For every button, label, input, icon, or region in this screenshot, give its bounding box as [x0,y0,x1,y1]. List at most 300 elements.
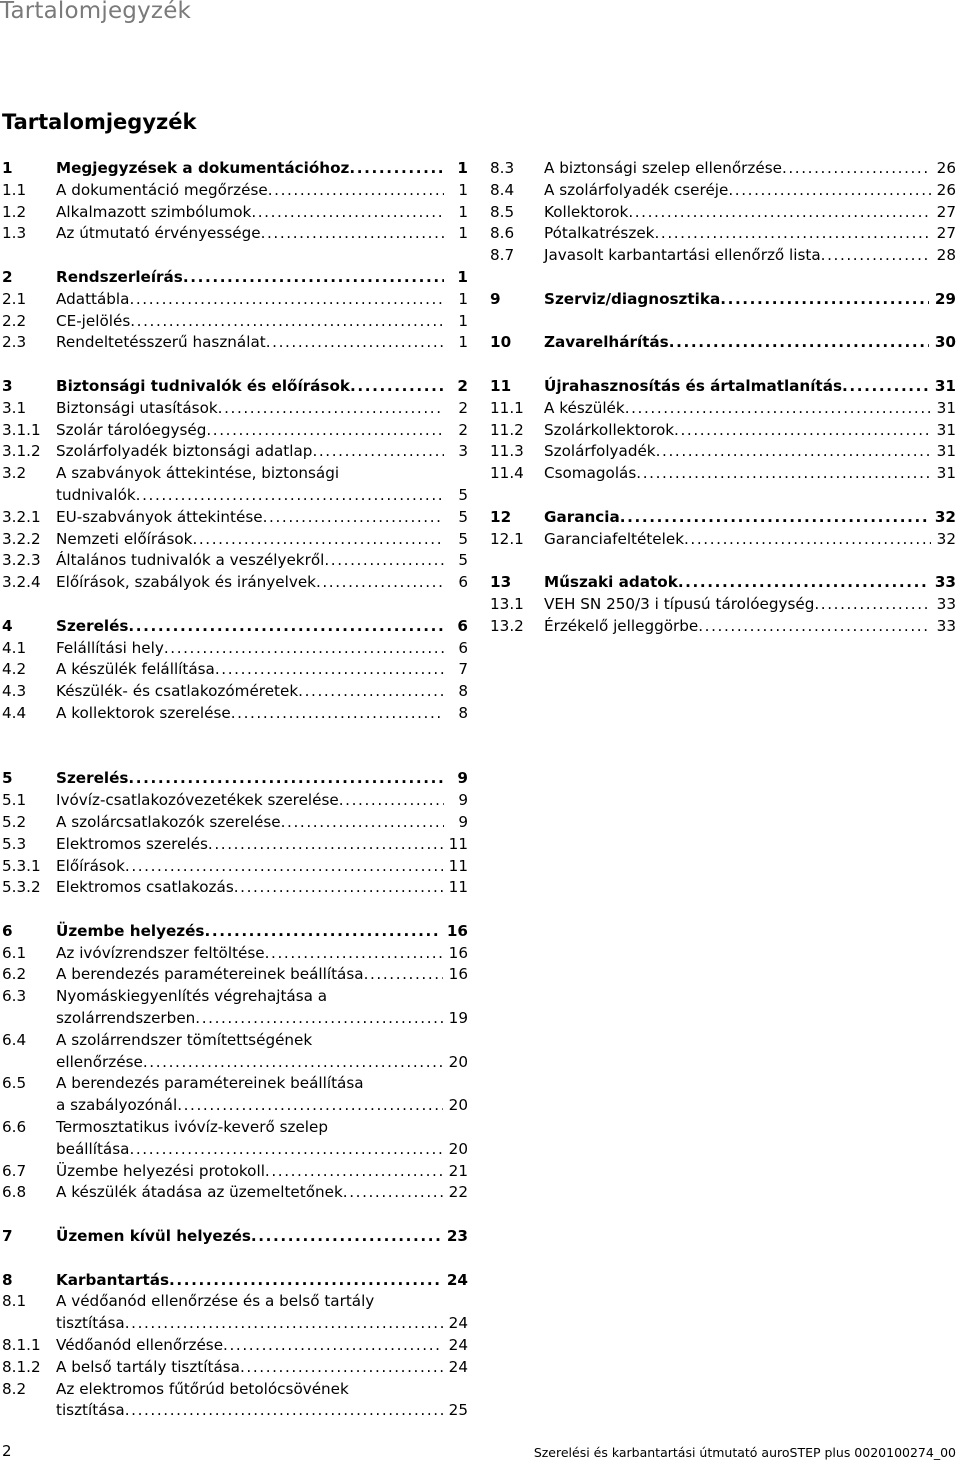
page-title: Tartalomjegyzék [2,110,197,134]
toc-entry[interactable] [2,1030,468,1074]
toc-entry[interactable] [2,398,468,420]
toc-entry-title: Szerelés [56,616,129,635]
toc-page-number: 5 [458,507,468,526]
toc-entry-number: 5.3.1 [2,856,41,875]
toc-entry-number: 1 [2,159,13,177]
toc-chapter[interactable] [2,921,468,943]
dot-leader [129,1139,442,1161]
toc-entry-number: 5 [2,769,13,788]
dot-leader [324,550,444,572]
toc-entry-title: Biztonsági tudnivalók és előírások [56,376,351,395]
toc-entry[interactable] [490,420,956,442]
toc-entry-title: Szolár tárolóegység [56,420,207,439]
dot-leader [669,332,929,354]
toc-entry-number: 11.3 [490,442,524,461]
toc-entry-number: 4.4 [2,703,27,722]
toc-entry-title: Az útmutató érvényessége [56,224,261,243]
dot-leader [698,616,930,638]
toc-entry-number: 9 [490,289,501,308]
toc-entry-number: 10 [490,333,512,352]
toc-page-number: 16 [448,943,468,962]
toc-entry-title: A védőanód ellenőrzése és a belső tartály [56,1292,375,1311]
toc-entry-number: 5.3 [2,834,27,853]
toc-entry-number: 1.1 [2,180,27,199]
toc-entry[interactable] [2,1073,468,1117]
toc-entry-title: Ivóvíz-csatlakozóvezetékek szerelése [56,791,339,810]
toc-entry-number: 3 [2,376,13,395]
dot-leader [678,572,929,594]
toc-entry[interactable] [490,180,956,202]
toc-entry-title: Üzemen kívül helyezés [56,1227,251,1246]
toc-entry[interactable] [490,463,956,485]
dot-leader [251,1226,441,1248]
toc-entry[interactable] [2,1357,468,1379]
toc-entry-title: Termosztatikus ivóvíz-keverő szelep [56,1118,328,1137]
toc-entry-number: 8.1.1 [2,1336,41,1355]
toc-page-number: 6 [458,638,468,657]
toc-page-number: 19 [448,1009,468,1028]
section-spacer [2,354,468,376]
toc-entry-title: tisztítása [56,1401,125,1420]
toc-page-number: 2 [458,398,468,417]
toc-entry-number: 3.1 [2,398,27,417]
toc-entry[interactable] [490,245,956,267]
toc-entry-title: A berendezés paramétereinek beállítása [56,1074,364,1093]
dot-leader [125,1313,443,1335]
dot-leader [814,594,930,616]
section-spacer [490,550,956,572]
toc-entry[interactable] [490,616,956,638]
toc-chapter[interactable] [490,507,956,529]
toc-entry-number: 6.4 [2,1030,27,1049]
toc-page-number: 27 [936,202,956,221]
toc-chapter[interactable] [490,572,956,594]
toc-page-number: 31 [934,376,956,395]
dot-leader [143,1052,443,1074]
toc-entry[interactable] [2,1291,468,1335]
toc-page-number: 9 [457,769,468,788]
dot-leader [169,1270,441,1292]
toc-entry-number: 8 [2,1270,13,1289]
toc-entry-number: 13.1 [490,594,524,613]
dot-leader [364,964,443,986]
toc-entry-number: 8.5 [490,202,515,221]
toc-entry-title: Szolárfolyadék [544,442,656,461]
toc-entry-number: 8.1.2 [2,1357,41,1376]
dot-leader [128,768,444,790]
toc-entry-title: A biztonsági szelep ellenőrzése [544,159,782,177]
toc-page-number: 7 [458,660,468,679]
toc-entry-title: Előírások, szabályok és irányelvek [56,573,316,592]
section-spacer [2,725,468,747]
toc-entry-title: A készülék átadása az üzemeltetőnek [56,1183,343,1202]
toc-entry-title: Készülék- és csatlakozóméretek [56,682,299,701]
section-spacer [2,899,468,921]
toc-entry-number: 13 [490,573,512,592]
toc-entry[interactable] [2,812,468,834]
toc-entry-number: 3.2.4 [2,573,41,592]
toc-entry-number: 5.3.2 [2,878,41,897]
toc-entry-number: 3.2 [2,464,27,483]
toc-entry-title: VEH SN 250/3 i típusú tárolóegység [544,594,815,613]
toc-page-number: 11 [448,834,468,853]
dot-leader [164,638,444,660]
toc-chapter[interactable] [490,289,956,311]
toc-page-number: 28 [936,246,956,265]
section-spacer [490,311,956,333]
toc-chapter[interactable] [2,376,468,398]
toc-entry[interactable] [2,289,468,311]
toc-entry-title: Szolárkollektorok [544,420,675,439]
toc-page-number: 31 [936,442,956,461]
dot-leader [192,529,444,551]
dot-leader [195,1008,442,1030]
toc-page-number: 1 [458,202,468,221]
toc-entry-title: A szolárcsatlakozók szerelése [56,812,281,831]
toc-entry-number: 4 [2,616,13,635]
toc-entry[interactable] [2,790,468,812]
toc-chapter[interactable] [2,1270,468,1292]
dot-leader [215,659,444,681]
toc-entry-number: 12 [490,507,512,526]
section-spacer [2,1248,468,1270]
toc-page-number: 2 [457,376,468,395]
dot-leader [266,332,444,354]
toc-entry-title: Védőanód ellenőrzése [56,1336,224,1355]
toc-page-number: 8 [458,682,468,701]
toc-entry-number: 8.6 [490,224,515,243]
toc-entry-title: Rendszerleírás [56,267,183,286]
toc-entry-number: 5.1 [2,791,27,810]
toc-entry-number: 6.1 [2,943,27,962]
toc-page-number: 33 [936,616,956,635]
toc-entry-title: Karbantartás [56,1270,169,1289]
toc-entry[interactable] [2,420,468,442]
toc-entry-number: 3.2.2 [2,529,41,548]
toc-entry-number: 8.3 [490,159,515,177]
dot-leader [339,790,444,812]
dot-leader [620,507,929,529]
toc-entry-number: 6.7 [2,1161,27,1180]
toc-entry-number: 8.1 [2,1292,27,1311]
toc-entry[interactable] [2,1379,468,1423]
dot-leader [842,376,929,398]
toc-page-number: 24 [448,1357,468,1376]
toc-entry-title: A készülék [544,398,625,417]
toc-page-number: 1 [457,267,468,286]
dot-leader [234,877,443,899]
toc-page-number: 22 [448,1183,468,1202]
toc-page-number: 6 [457,616,468,635]
dot-leader [218,398,444,420]
toc-entry[interactable] [2,441,468,463]
toc-entry-number: 8.7 [490,246,515,265]
toc-entry-title: Újrahasznosítás és ártalmatlanítás [544,376,842,395]
toc-entry[interactable] [2,1182,468,1204]
toc-entry[interactable] [490,158,956,180]
dot-leader [656,441,931,463]
toc-entry-number: 6.8 [2,1183,27,1202]
toc-entry-title: CE-jelölés [56,311,131,330]
toc-page-number: 5 [458,485,468,504]
toc-column-right [490,158,956,638]
dot-leader [265,943,443,965]
toc-entry-title: A belső tartály tisztítása [56,1357,240,1376]
section-spacer [490,354,956,376]
toc-entry[interactable] [2,223,468,245]
dot-leader [261,223,444,245]
section-spacer [490,485,956,507]
toc-entry-title: ellenőrzése [56,1052,143,1071]
toc-entry[interactable] [2,572,468,594]
toc-entry[interactable] [2,1161,468,1183]
toc-entry[interactable] [2,856,468,878]
toc-chapter[interactable] [2,1226,468,1248]
toc-page-number: 32 [936,529,956,548]
footer-page-number: 2 [2,1442,12,1460]
toc-page-number: 5 [458,529,468,548]
toc-page-number: 3 [458,442,468,461]
toc-entry-title: a szabályozónál [56,1096,178,1115]
dot-leader [628,202,930,224]
toc-chapter[interactable] [2,267,468,289]
toc-entry-title: Szerelés [56,769,129,788]
toc-entry-title: Elektromos csatlakozás [56,878,234,897]
dot-leader [251,202,444,224]
toc-entry-number: 4.2 [2,660,27,679]
toc-page-number: 16 [446,921,468,940]
dot-leader [268,180,444,202]
dot-leader [136,485,444,507]
toc-entry[interactable] [2,834,468,856]
toc-entry-title: Szolárfolyadék biztonsági adatlap [56,442,313,461]
toc-entry[interactable] [2,659,468,681]
dot-leader [316,572,444,594]
toc-column-left [2,158,468,1422]
toc-page-number: 21 [448,1161,468,1180]
section-spacer [2,594,468,616]
dot-leader [130,311,444,333]
toc-entry-number: 8.2 [2,1379,27,1398]
dot-leader [350,376,444,398]
toc-page-number: 31 [936,420,956,439]
dot-leader [206,420,444,442]
toc-entry-title: Adattábla [56,289,130,308]
dot-leader [204,921,440,943]
toc-chapter[interactable] [490,332,956,354]
toc-entry-number: 3.1.1 [2,420,41,439]
toc-page-number: 31 [936,464,956,483]
toc-entry[interactable] [2,332,468,354]
dot-leader [654,223,930,245]
toc-entry-title: Garancia [544,507,620,526]
dot-leader [782,158,931,180]
toc-page-number: 26 [936,180,956,199]
toc-entry-title: Érzékelő jelleggörbe [544,616,699,635]
toc-entry-number: 8.4 [490,180,515,199]
toc-entry[interactable] [490,594,956,616]
toc-entry-title: Megjegyzések a dokumentációhoz [56,159,350,177]
dot-leader [728,180,930,202]
toc-page-number: 26 [936,159,956,177]
dot-leader [263,507,444,529]
toc-entry-title: A kollektorok szerelése [56,703,231,722]
toc-entry-title: Műszaki adatok [544,573,678,592]
toc-entry-title: Üzembe helyezés [56,921,205,940]
toc-entry-number: 11.2 [490,420,524,439]
toc-entry-number: 3.2.3 [2,551,41,570]
toc-entry-number: 1.3 [2,224,27,243]
dot-leader [312,441,444,463]
dot-leader [177,1095,442,1117]
toc-entry[interactable] [490,529,956,551]
toc-entry-title: Pótalkatrészek [544,224,655,243]
toc-entry-title: Nyomáskiegyenlítés végrehajtása a [56,987,328,1006]
toc-entry-number: 13.2 [490,616,524,635]
toc-entry[interactable] [2,1335,468,1357]
toc-entry-title: Alkalmazott szimbólumok [56,202,252,221]
toc-entry-number: 4.1 [2,638,27,657]
toc-entry[interactable] [2,463,468,507]
toc-page-number: 20 [448,1139,468,1158]
toc-entry-title: EU-szabványok áttekintése [56,507,263,526]
toc-entry-number: 2.3 [2,333,27,352]
toc-entry[interactable] [2,180,468,202]
toc-entry-title: A berendezés paramétereinek beállítása [56,965,364,984]
toc-entry-number: 1.2 [2,202,27,221]
dot-leader [129,289,444,311]
toc-entry[interactable] [2,529,468,551]
toc-entry[interactable] [2,943,468,965]
dot-leader [223,1335,443,1357]
toc-entry-number: 6.5 [2,1074,27,1093]
toc-chapter[interactable] [490,376,956,398]
toc-page-number: 9 [458,812,468,831]
toc-page-number: 2 [458,420,468,439]
toc-entry-title: Rendeltetésszerű használat [56,333,266,352]
header-title: Tartalomjegyzék [0,0,192,24]
toc-entry-number: 11 [490,376,512,395]
toc-entry-title: Javasolt karbantartási ellenőrző lista [544,246,821,265]
toc-entry[interactable] [2,703,468,725]
toc-page-number: 1 [458,333,468,352]
toc-entry[interactable] [2,1117,468,1161]
section-spacer [2,245,468,267]
toc-page-number: 30 [934,333,956,352]
section-spacer [490,267,956,289]
toc-page-number: 1 [457,159,468,177]
toc-entry-number: 12.1 [490,529,524,548]
toc-entry-title: Csomagolás [544,464,637,483]
dot-leader [343,1182,443,1204]
toc-page-number: 29 [934,289,956,308]
toc-entry[interactable] [2,964,468,986]
toc-entry[interactable] [2,986,468,1030]
dot-leader [674,420,931,442]
toc-entry[interactable] [2,311,468,333]
toc-page-number: 20 [448,1096,468,1115]
toc-entry[interactable] [490,223,956,245]
toc-entry[interactable] [490,441,956,463]
toc-entry-title: Üzembe helyezési protokoll [56,1161,265,1180]
toc-page-number: 31 [936,398,956,417]
dot-leader [625,398,931,420]
dot-leader [208,834,443,856]
toc-page-number: 8 [458,703,468,722]
toc-entry-title: Az elektromos fűtőrúd betolócsövének [56,1379,349,1398]
toc-page-number: 5 [458,551,468,570]
dot-leader [240,1357,443,1379]
toc-entry-title: Kollektorok [544,202,629,221]
toc-entry-title: A dokumentáció megőrzése [56,180,268,199]
dot-leader [125,1400,443,1422]
toc-entry[interactable] [2,638,468,660]
toc-chapter[interactable] [2,158,468,180]
toc-page-number: 24 [448,1314,468,1333]
toc-page-number: 24 [448,1336,468,1355]
toc-entry-title: szolárrendszerben [56,1009,196,1028]
toc-entry[interactable] [2,202,468,224]
toc-page-number: 1 [458,224,468,243]
toc-page-number: 20 [448,1052,468,1071]
dot-leader [720,289,929,311]
toc-entry[interactable] [2,877,468,899]
toc-entry[interactable] [2,681,468,703]
toc-entry[interactable] [490,398,956,420]
toc-entry-title: Elektromos szerelés [56,834,208,853]
toc-entry-title: beállítása [56,1139,130,1158]
toc-entry-title: A szolárfolyadék cseréje [544,180,729,199]
toc-entry-number: 4.3 [2,682,27,701]
dot-leader [183,267,444,289]
toc-entry-number: 3.1.2 [2,442,41,461]
toc-entry-title: Az ivóvízrendszer feltöltése [56,943,265,962]
dot-leader [684,529,931,551]
toc-page-number: 27 [936,224,956,243]
toc-chapter[interactable] [2,768,468,790]
toc-entry[interactable] [2,507,468,529]
toc-entry-number: 6 [2,921,13,940]
dot-leader [298,681,444,703]
dot-leader [281,812,444,834]
dot-leader [821,245,931,267]
toc-page-number: 9 [458,791,468,810]
toc-chapter[interactable] [2,616,468,638]
toc-entry-title: A készülék felállítása [56,660,215,679]
dot-leader [231,703,444,725]
toc-entry-number: 3.2.1 [2,507,41,526]
toc-page-number: 11 [448,856,468,875]
toc-page-number: 25 [448,1401,468,1420]
toc-entry[interactable] [2,550,468,572]
toc-entry-number: 11.4 [490,464,524,483]
toc-entry-title: Általános tudnivalók a veszélyekről [56,551,325,570]
toc-page-number: 6 [458,573,468,592]
dot-leader [636,463,930,485]
toc-entry-number: 5.2 [2,812,27,831]
toc-entry-title: A szolárrendszer tömítettségének [56,1030,313,1049]
toc-entry-number: 2 [2,267,13,286]
dot-leader [265,1161,443,1183]
toc-page-number: 1 [458,180,468,199]
toc-entry-number: 6.3 [2,987,27,1006]
toc-entry[interactable] [490,202,956,224]
toc-page-number: 11 [448,878,468,897]
toc-entry-title: Zavarelhárítás [544,333,669,352]
toc-page-number: 33 [934,573,956,592]
toc-page-number: 23 [446,1227,468,1246]
toc-page-number: 16 [448,965,468,984]
